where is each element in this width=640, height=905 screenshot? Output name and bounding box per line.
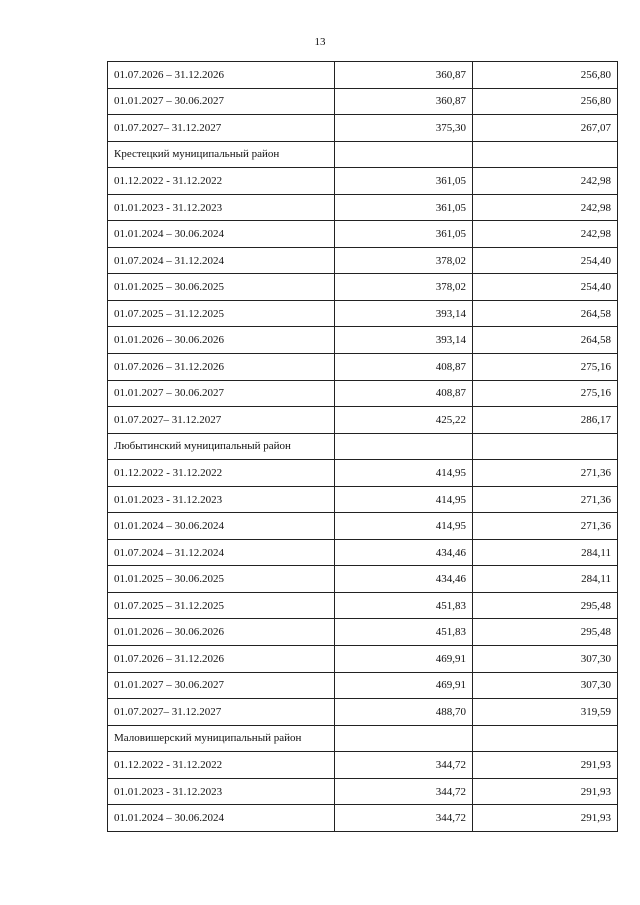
table-row (108, 778, 618, 805)
section-title: Любытинский муниципальный район (108, 433, 335, 460)
table-row (108, 486, 618, 513)
tariff-value-2-cell: 295,48 (473, 619, 618, 646)
table-row (108, 168, 618, 195)
tariff-value-2-cell: 291,93 (473, 805, 618, 832)
period-cell: 01.01.2023 - 31.12.2023 (108, 486, 335, 513)
tariff-value-1-cell: 408,87 (335, 354, 473, 381)
period-cell: 01.07.2024 – 31.12.2024 (108, 247, 335, 274)
period-cell: 01.07.2025 – 31.12.2025 (108, 592, 335, 619)
tariff-value-2-cell: 307,30 (473, 672, 618, 699)
tariff-value-2-cell: 264,58 (473, 300, 618, 327)
tariff-value-2-cell: 271,36 (473, 460, 618, 487)
table-row (108, 62, 618, 89)
tariff-value-2-cell: 242,98 (473, 168, 618, 195)
tariff-value-1-cell: 344,72 (335, 778, 473, 805)
empty-cell (335, 725, 473, 752)
period-cell: 01.07.2025 – 31.12.2025 (108, 300, 335, 327)
tariff-value-2-cell: 256,80 (473, 88, 618, 115)
tariff-value-2-cell: 254,40 (473, 247, 618, 274)
table-row (108, 592, 618, 619)
tariff-value-1-cell: 344,72 (335, 752, 473, 779)
tariff-value-2-cell: 271,36 (473, 486, 618, 513)
section-row (108, 141, 618, 168)
tariff-value-1-cell: 451,83 (335, 592, 473, 619)
section-title: Маловишерский муниципальный район (108, 725, 335, 752)
period-cell: 01.07.2026 – 31.12.2026 (108, 646, 335, 673)
tariff-value-1-cell: 361,05 (335, 221, 473, 248)
tariff-value-1-cell: 434,46 (335, 566, 473, 593)
period-cell: 01.01.2024 – 30.06.2024 (108, 221, 335, 248)
table-row (108, 752, 618, 779)
table-row (108, 646, 618, 673)
table-row (108, 619, 618, 646)
table-row (108, 300, 618, 327)
table-row (108, 274, 618, 301)
table-row (108, 221, 618, 248)
tariff-value-2-cell: 307,30 (473, 646, 618, 673)
period-cell: 01.01.2025 – 30.06.2025 (108, 274, 335, 301)
tariff-value-2-cell: 291,93 (473, 752, 618, 779)
tariff-value-1-cell: 488,70 (335, 699, 473, 726)
period-cell: 01.01.2027 – 30.06.2027 (108, 88, 335, 115)
tariff-value-2-cell: 275,16 (473, 380, 618, 407)
table-row (108, 460, 618, 487)
period-cell: 01.01.2027 – 30.06.2027 (108, 672, 335, 699)
table-row (108, 805, 618, 832)
table-row (108, 513, 618, 540)
period-cell: 01.07.2027– 31.12.2027 (108, 407, 335, 434)
table-row (108, 699, 618, 726)
empty-cell (473, 725, 618, 752)
period-cell: 01.01.2027 – 30.06.2027 (108, 380, 335, 407)
period-cell: 01.07.2027– 31.12.2027 (108, 115, 335, 142)
period-cell: 01.01.2023 - 31.12.2023 (108, 194, 335, 221)
tariff-value-1-cell: 378,02 (335, 247, 473, 274)
table-row (108, 380, 618, 407)
period-cell: 01.01.2023 - 31.12.2023 (108, 778, 335, 805)
tariff-value-1-cell: 360,87 (335, 62, 473, 89)
tariff-value-1-cell: 414,95 (335, 486, 473, 513)
table-row (108, 672, 618, 699)
table-row (108, 327, 618, 354)
section-row (108, 725, 618, 752)
tariff-value-1-cell: 393,14 (335, 300, 473, 327)
tariff-value-1-cell: 408,87 (335, 380, 473, 407)
table-row (108, 115, 618, 142)
empty-cell (335, 433, 473, 460)
tariff-value-2-cell: 256,80 (473, 62, 618, 89)
period-cell: 01.07.2024 – 31.12.2024 (108, 539, 335, 566)
tariff-value-1-cell: 434,46 (335, 539, 473, 566)
period-cell: 01.07.2026 – 31.12.2026 (108, 62, 335, 89)
tariff-value-1-cell: 361,05 (335, 168, 473, 195)
period-cell: 01.01.2024 – 30.06.2024 (108, 513, 335, 540)
period-cell: 01.07.2026 – 31.12.2026 (108, 354, 335, 381)
period-cell: 01.12.2022 - 31.12.2022 (108, 168, 335, 195)
tariff-value-1-cell: 375,30 (335, 115, 473, 142)
tariff-value-1-cell: 414,95 (335, 460, 473, 487)
empty-cell (335, 141, 473, 168)
tariff-table (107, 61, 618, 832)
tariff-value-2-cell: 319,59 (473, 699, 618, 726)
tariff-value-2-cell: 267,07 (473, 115, 618, 142)
tariff-value-2-cell: 284,11 (473, 539, 618, 566)
tariff-value-2-cell: 286,17 (473, 407, 618, 434)
period-cell: 01.01.2025 – 30.06.2025 (108, 566, 335, 593)
section-title: Крестецкий муниципальный район (108, 141, 335, 168)
table-row (108, 354, 618, 381)
tariff-value-1-cell: 344,72 (335, 805, 473, 832)
period-cell: 01.01.2024 – 30.06.2024 (108, 805, 335, 832)
tariff-value-1-cell: 378,02 (335, 274, 473, 301)
table-row (108, 407, 618, 434)
tariff-value-1-cell: 469,91 (335, 646, 473, 673)
tariff-value-1-cell: 361,05 (335, 194, 473, 221)
table-row (108, 194, 618, 221)
tariff-value-2-cell: 284,11 (473, 566, 618, 593)
tariff-value-1-cell: 393,14 (335, 327, 473, 354)
empty-cell (473, 141, 618, 168)
period-cell: 01.01.2026 – 30.06.2026 (108, 327, 335, 354)
period-cell: 01.07.2027– 31.12.2027 (108, 699, 335, 726)
tariff-value-2-cell: 254,40 (473, 274, 618, 301)
table-row (108, 88, 618, 115)
tariff-table-body (108, 62, 618, 832)
tariff-value-1-cell: 451,83 (335, 619, 473, 646)
tariff-value-1-cell: 469,91 (335, 672, 473, 699)
period-cell: 01.12.2022 - 31.12.2022 (108, 752, 335, 779)
tariff-value-2-cell: 275,16 (473, 354, 618, 381)
period-cell: 01.01.2026 – 30.06.2026 (108, 619, 335, 646)
tariff-value-2-cell: 295,48 (473, 592, 618, 619)
table-row (108, 539, 618, 566)
table-row (108, 566, 618, 593)
empty-cell (473, 433, 618, 460)
tariff-value-2-cell: 242,98 (473, 221, 618, 248)
tariff-value-2-cell: 271,36 (473, 513, 618, 540)
tariff-value-2-cell: 291,93 (473, 778, 618, 805)
tariff-value-1-cell: 425,22 (335, 407, 473, 434)
page-number: 13 (314, 36, 326, 48)
section-row (108, 433, 618, 460)
tariff-value-1-cell: 414,95 (335, 513, 473, 540)
period-cell: 01.12.2022 - 31.12.2022 (108, 460, 335, 487)
tariff-value-2-cell: 264,58 (473, 327, 618, 354)
tariff-value-1-cell: 360,87 (335, 88, 473, 115)
table-row (108, 247, 618, 274)
tariff-value-2-cell: 242,98 (473, 194, 618, 221)
